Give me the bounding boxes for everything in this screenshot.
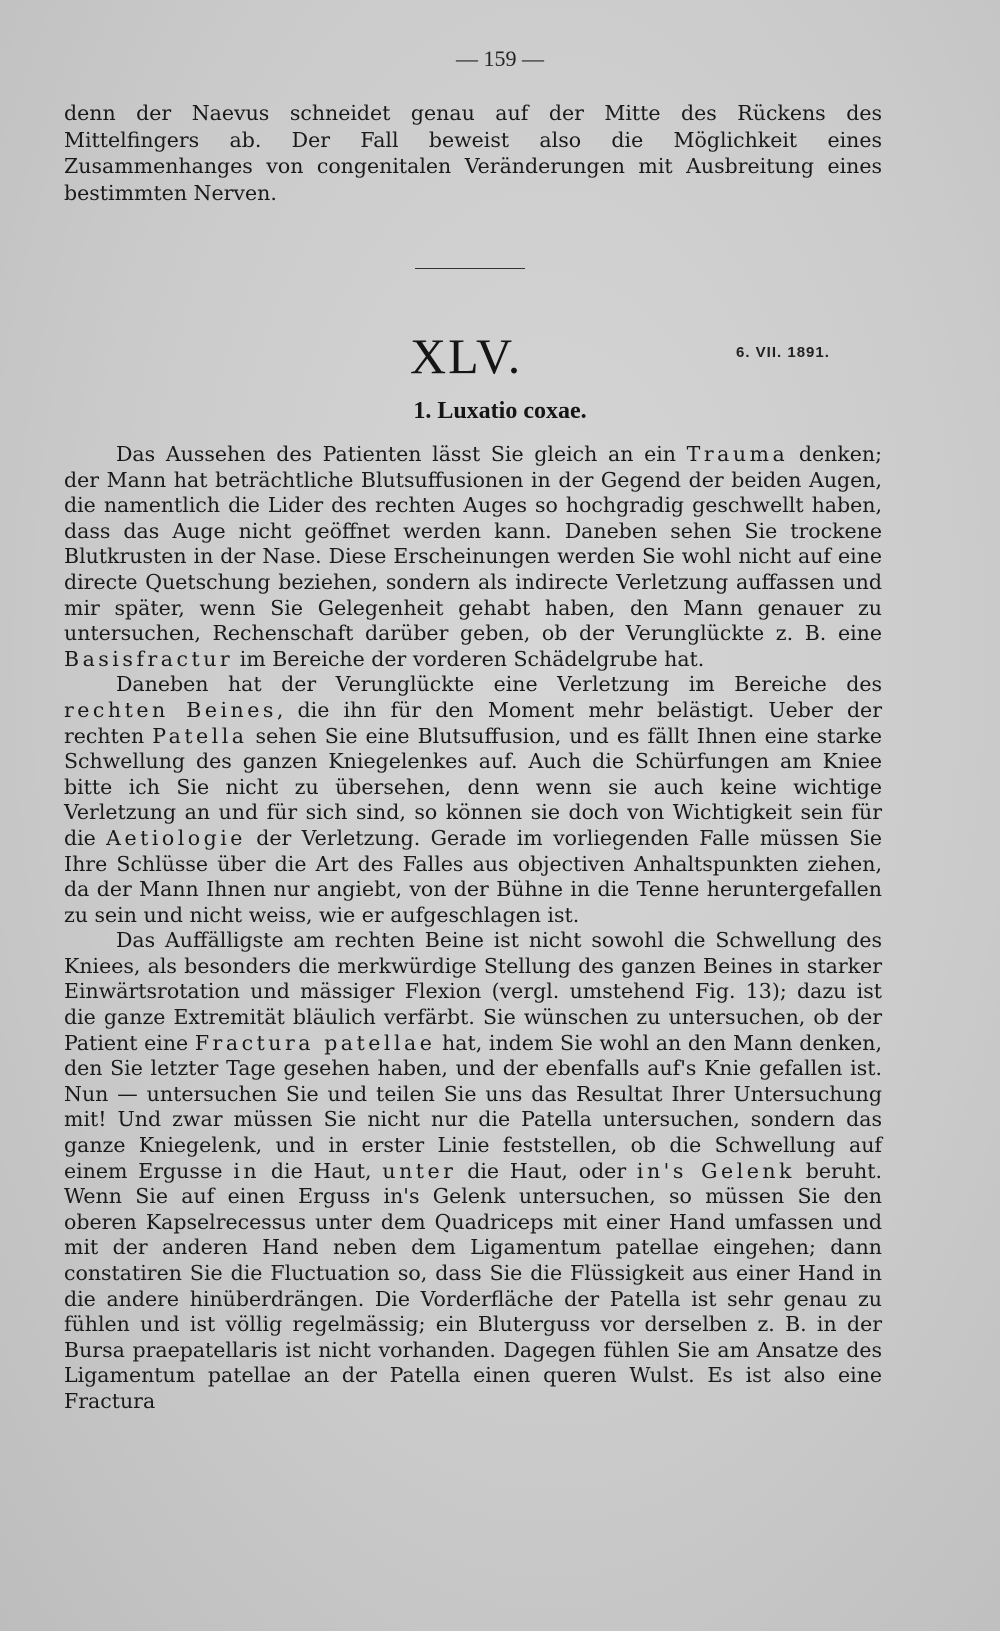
intro-paragraph: denn der Naevus schneidet genau auf der Mitte des Rückens des Mittelfingers ab. Der Fall beweist also die Möglichkeit eines Zusammenhanges von congenitalen Veränderungen mit Ausbreitung eines bestimmten Nerven. — [64, 101, 882, 205]
text-run: denken; der Mann hat beträchtliche Blutsuffusionen in der Gegend der beiden Augen, die namentlich die Lider des rechten Auges so hochgradig geschwellt haben, dass das Auge nicht geöffnet werden kann. Daneben sehen Sie trockene Blutkrusten in der Nase. Diese Erscheinungen werden Sie wohl nicht auf eine directe Quetschung beziehen, sondern als indirecte Verletzung auffassen und mir später, wenn Sie Gelegenheit gehabt haben, den Mann genauer zu untersuchen, Rechenschaft darüber geben, ob der Verunglückte z. B. eine — [64, 442, 882, 646]
paragraph-2 — [64, 672, 882, 928]
spaced-term: Aetiologie — [106, 825, 246, 850]
text-run: Das Aussehen des Patienten lässt Sie gleich an ein — [116, 442, 687, 466]
spaced-term: Fractura patellae — [194, 1030, 436, 1055]
spaced-term: Basisfractur — [64, 646, 234, 671]
spaced-term: in — [233, 1158, 261, 1183]
page-number: — 159 — — [456, 46, 544, 71]
paragraph-1 — [64, 442, 882, 672]
text-run: beruht. Wenn Sie auf einen Erguss in's Gelenk untersuchen, so müssen Sie den oberen Kapselrecessus unter dem Quadriceps mit einer Hand umfassen und mit der anderen Hand neben dem Ligamentum patellae eingehen; dann constatiren Sie die Fluctuation so, dass Sie die Flüssigkeit aus einer Hand in die andere hinüberdrängen. Die Vorderfläche der Patella ist sehr genau zu fühlen und ist völlig regelmässig; ein Bluterguss vor derselben z. B. in der Bursa praepatellaris ist nicht vorhanden. Dagegen fühlen Sie am Ansatze des Ligamentum patellae an der Patella einen queren Wulst. Es ist also eine Fractura — [64, 1158, 882, 1413]
chapter-numeral: XLV. — [410, 328, 523, 384]
body-text — [64, 442, 882, 1415]
text-run: Das Auffälligste am rechten Beine ist nicht sowohl die Schwellung des Kniees, als besonders die merkwürdige Stellung des ganzen Beines in starker Einwärtsrotation und mässiger Flexion (vergl. umstehend Fig. 13); dazu ist die ganze Extremität bläulich verfärbt. Sie wünschen zu untersuchen, ob der Patient eine — [64, 928, 882, 1055]
text-run: im Bereiche der vorderen Schädelgrube hat. — [233, 646, 705, 671]
text-run: , die ihn für den Moment mehr belästigt. Ueber der rechten — [64, 697, 882, 748]
text-run: die Haut, oder — [456, 1158, 637, 1183]
paragraph-3 — [64, 928, 882, 1414]
text-run: sehen Sie eine Blutsuffusion, und es fällt Ihnen eine starke Schwellung des ganzen Kniegelenkes auf. Auch die Schürfungen am Kniee bitte ich Sie nicht zu übersehen, denn wenn sie auch keine wichtige Verletzung an und für sich sind, so können sie doch von Wichtigkeit sein für die — [64, 723, 882, 850]
text-run: die Haut, — [260, 1158, 383, 1183]
spaced-term: Trauma — [686, 442, 789, 466]
text-run: Daneben hat der Verunglückte eine Verletzung im Bereiche des — [116, 672, 882, 697]
intro-paragraph-block — [64, 100, 882, 206]
section-divider — [415, 268, 525, 269]
spaced-term: rechten Beines — [64, 697, 277, 722]
lecture-date: 6. VII. 1891. — [736, 344, 830, 361]
text-run: der Verletzung. Gerade im vorliegenden Falle müssen Sie Ihre Schlüsse über die Art des Falles aus objectiven Anhaltspunkten ziehen, da der Mann Ihnen nur angiebt, von der Bühne in die Tenne heruntergefallen zu sein und nicht weiss, wie er aufgeschlagen ist. — [64, 825, 883, 927]
spaced-term: in's Gelenk — [636, 1158, 795, 1183]
spaced-term: Patella — [152, 723, 248, 748]
spaced-term: unter — [382, 1158, 457, 1183]
section-title: 1. Luxatio coxae. — [413, 398, 587, 424]
text-run: hat, indem Sie wohl an den Mann denken, den Sie letzter Tage gesehen haben, und der ebenfalls auf's Knie gefallen ist. Nun — untersuchen Sie und teilen Sie uns das Resultat Ihrer Untersuchung mit! Und zwar müssen Sie nicht nur die Patella untersuchen, sondern das ganze Kniegelenk, und in erster Linie feststellen, ob die Schwellung auf einem Ergusse — [64, 1030, 882, 1183]
